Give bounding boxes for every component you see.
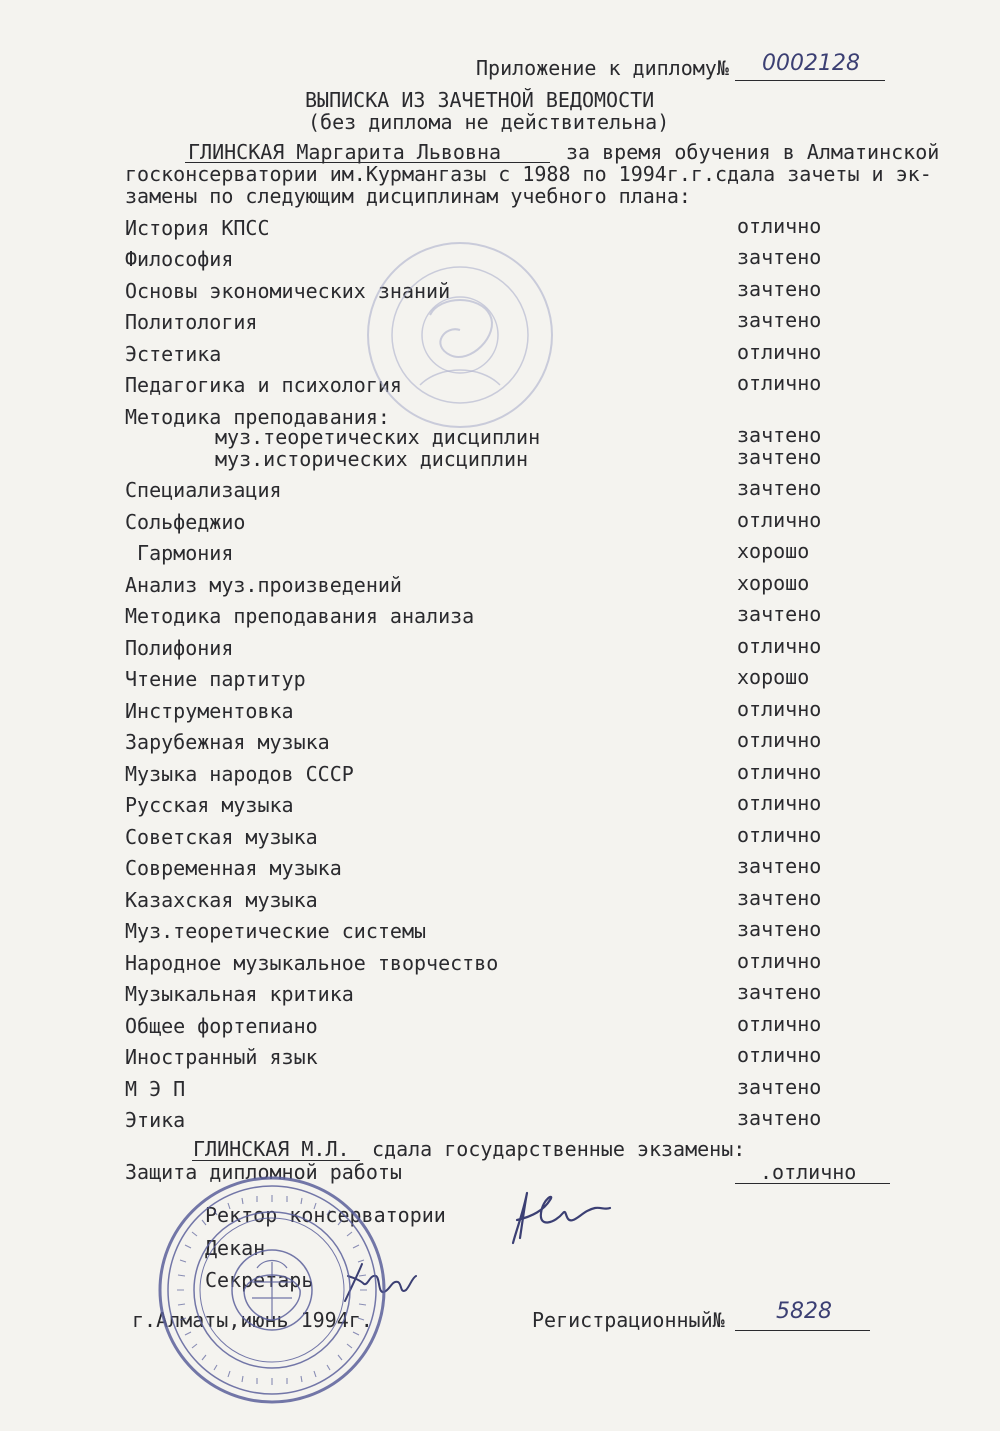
subject-name: Муз.теоретические системы (125, 919, 427, 943)
diploma-number: 0002128 (762, 51, 860, 76)
subject-grade: зачтено (737, 602, 822, 626)
subject-grade: зачтено (737, 980, 822, 1004)
thesis-label: Защита дипломной работы (125, 1160, 402, 1184)
subject-grade: отлично (737, 949, 822, 973)
registration-label: Регистрационный№ (532, 1308, 725, 1332)
subject-name: М Э П (125, 1077, 186, 1101)
subject-name: История КПСС (125, 216, 270, 240)
subject-grade: отлично (737, 371, 822, 395)
secretary-label: Секретарь (205, 1268, 314, 1292)
intro-line-2: госконсерватории им.Курмангазы с 1988 по 1994г.г.сдала зачеты и эк- (125, 162, 932, 186)
subject-name: Этика (125, 1108, 186, 1132)
subject-grade: отлично (737, 214, 822, 238)
subject-name: муз.теоретических дисциплин (215, 425, 541, 449)
appendix-label: Приложение к диплому№ (476, 56, 729, 80)
subject-name: Народное музыкальное творчество (125, 951, 499, 975)
subject-grade: отлично (737, 508, 822, 532)
subject-name: Музыка народов СССР (125, 762, 354, 786)
state-exams-name: ГЛИНСКАЯ М.Л. (193, 1137, 350, 1161)
subject-name: Гармония (125, 541, 234, 565)
faint-stamp-icon (360, 235, 560, 435)
subject-grade: отлично (737, 760, 822, 784)
subject-grade: зачтено (737, 476, 822, 500)
subject-name: Современная музыка (125, 856, 342, 880)
subject-name: Специализация (125, 478, 282, 502)
subject-grade: хорошо (737, 571, 810, 595)
subject-name: Казахская музыка (125, 888, 318, 912)
document-title: ВЫПИСКА ИЗ ЗАЧЕТНОЙ ВЕДОМОСТИ (305, 88, 655, 112)
subject-grade: хорошо (737, 665, 810, 689)
subject-grade: хорошо (737, 539, 810, 563)
subject-grade: отлично (737, 340, 822, 364)
subject-grade: зачтено (737, 308, 822, 332)
subject-name: Основы экономических знаний (125, 279, 451, 303)
subject-grade: зачтено (737, 886, 822, 910)
subject-grade: зачтено (737, 917, 822, 941)
subject-name: Советская музыка (125, 825, 318, 849)
subject-grade: отлично (737, 1012, 822, 1036)
subject-name: Политология (125, 310, 258, 334)
subject-grade: зачтено (737, 1075, 822, 1099)
document-subtitle: (без диплома не действительна) (308, 110, 670, 134)
subject-name: Эстетика (125, 342, 222, 366)
subject-grade: отлично (737, 1043, 822, 1067)
thesis-grade-underline (735, 1183, 890, 1184)
subject-grade: отлично (737, 791, 822, 815)
subject-name: муз.исторических дисциплин (215, 447, 529, 471)
subject-name: Зарубежная музыка (125, 730, 330, 754)
subject-grade: отлично (737, 634, 822, 658)
round-seal-icon (152, 1170, 392, 1410)
subject-name: Инструментовка (125, 699, 294, 723)
subject-grade: отлично (737, 823, 822, 847)
subject-name: Педагогика и психология (125, 373, 402, 397)
subject-name: Музыкальная критика (125, 982, 354, 1006)
subject-grade: отлично (737, 697, 822, 721)
dean-label: Декан (205, 1236, 266, 1260)
rector-signature-icon (505, 1188, 615, 1248)
intro-line-1: за время обучения в Алматинской (566, 140, 940, 164)
subject-grade: зачтено (737, 854, 822, 878)
student-name: ГЛИНСКАЯ Маргарита Львовна (188, 140, 502, 164)
subject-grade: зачтено (737, 445, 822, 469)
subject-name: Общее фортепиано (125, 1014, 318, 1038)
subject-name: Методика преподавания анализа (125, 604, 475, 628)
registration-number-underline (735, 1330, 870, 1331)
subject-grade: зачтено (737, 277, 822, 301)
registration-number: 5828 (776, 1299, 832, 1324)
subject-name: Русская музыка (125, 793, 294, 817)
subject-name: Иностранный язык (125, 1045, 318, 1069)
rector-label: Ректор консерватории (205, 1203, 446, 1227)
subject-grade: отлично (737, 728, 822, 752)
subject-name: Философия (125, 247, 234, 271)
intro-line-3: замены по следующим дисциплинам учебного плана: (125, 184, 691, 208)
diploma-number-underline (735, 80, 885, 81)
subject-grade: зачтено (737, 423, 822, 447)
subject-grade: зачтено (737, 245, 822, 269)
subject-name: Полифония (125, 636, 234, 660)
subject-name: Сольфеджио (125, 510, 246, 534)
methodics-heading: Методика преподавания: (125, 405, 390, 429)
place-date: г.Алматы,июнь 1994г. (132, 1308, 373, 1332)
subject-grade: зачтено (737, 1106, 822, 1130)
thesis-grade: .отлично (760, 1160, 857, 1184)
subject-name: Чтение партитур (125, 667, 306, 691)
state-exams-text: сдала государственные экзамены: (372, 1137, 746, 1161)
subject-name: Анализ муз.произведений (125, 573, 402, 597)
